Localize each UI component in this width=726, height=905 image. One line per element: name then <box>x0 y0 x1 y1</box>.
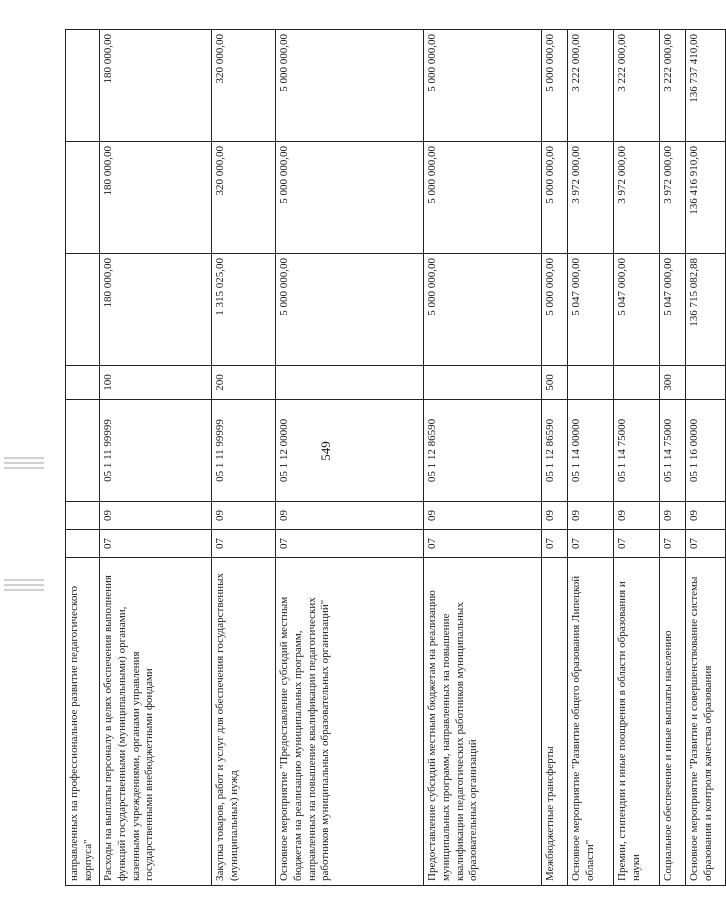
table-body <box>66 30 726 886</box>
amount-year-3: 5 000 000,00 <box>276 30 424 142</box>
expense-type-code: 200 <box>212 366 276 400</box>
subsection-code <box>66 502 100 530</box>
table-row <box>568 30 614 886</box>
amount-year-2: 5 000 000,00 <box>542 142 568 254</box>
table-row <box>424 30 542 886</box>
subsection-code: 09 <box>660 502 686 530</box>
amount-year-1: 5 000 000,00 <box>542 254 568 366</box>
section-code: 07 <box>542 530 568 558</box>
amount-year-1: 5 000 000,00 <box>424 254 542 366</box>
table-row <box>660 30 686 886</box>
item-description: Социальное обеспечение и иные выплаты населению <box>660 558 686 886</box>
item-description: Основное мероприятие "Предоставление субсидий местным бюджетам на реализацию муниципальных программ, направленных на повышение квалификации педагогических работников муниципальных образовательных организаций" <box>276 558 424 886</box>
expense-type-code <box>66 366 100 400</box>
expense-type-code <box>614 366 660 400</box>
section-code: 07 <box>100 530 212 558</box>
budget-table-area <box>65 30 714 886</box>
section-code: 07 <box>276 530 424 558</box>
amount-year-1: 1 315 025,00 <box>212 254 276 366</box>
amount-year-2: 3 972 000,00 <box>568 142 614 254</box>
amount-year-2: 136 416 910,00 <box>686 142 726 254</box>
amount-year-1 <box>66 254 100 366</box>
amount-year-2: 180 000,00 <box>100 142 212 254</box>
subsection-code: 09 <box>424 502 542 530</box>
item-description: Премии, стипендии и иные поощрения в области образования и науки <box>614 558 660 886</box>
target-article-code: 05 1 11 99999 <box>100 400 212 502</box>
target-article-code: 05 1 12 00000 <box>276 400 424 502</box>
amount-year-3 <box>66 30 100 142</box>
amount-year-1: 5 047 000,00 <box>614 254 660 366</box>
amount-year-2 <box>66 142 100 254</box>
target-article-code: 05 1 12 86590 <box>424 400 542 502</box>
target-article-code: 05 1 16 00000 <box>686 400 726 502</box>
amount-year-3: 136 737 410,00 <box>686 30 726 142</box>
table-row <box>614 30 660 886</box>
target-article-code: 05 1 12 86590 <box>542 400 568 502</box>
margin-stamp-mark <box>4 454 44 478</box>
expense-type-code: 500 <box>542 366 568 400</box>
target-article-code: 05 1 11 99999 <box>212 400 276 502</box>
subsection-code: 09 <box>542 502 568 530</box>
amount-year-1: 180 000,00 <box>100 254 212 366</box>
table-row <box>276 30 424 886</box>
subsection-code: 09 <box>212 502 276 530</box>
amount-year-2: 5 000 000,00 <box>276 142 424 254</box>
target-article-code: 05 1 14 75000 <box>614 400 660 502</box>
subsection-code: 09 <box>100 502 212 530</box>
page-number: 549 <box>317 441 333 461</box>
item-description: Основное мероприятие "Развитие общего образования Липецкой области" <box>568 558 614 886</box>
amount-year-1: 5 047 000,00 <box>568 254 614 366</box>
section-code: 07 <box>568 530 614 558</box>
expense-type-code <box>686 366 726 400</box>
section-code: 07 <box>424 530 542 558</box>
expense-type-code <box>568 366 614 400</box>
target-article-code: 05 1 14 75000 <box>660 400 686 502</box>
amount-year-3: 180 000,00 <box>100 30 212 142</box>
amount-year-2: 3 972 000,00 <box>614 142 660 254</box>
table-row <box>100 30 212 886</box>
amount-year-2: 5 000 000,00 <box>424 142 542 254</box>
expense-type-code <box>276 366 424 400</box>
item-description: Расходы на выплаты персоналу в целях обеспечения выполнения функций государственными (муниципальными) органами, казенными учреждениями, органами управления государственными внебюджетными фондами <box>100 558 212 886</box>
table-row <box>542 30 568 886</box>
amount-year-3: 3 222 000,00 <box>614 30 660 142</box>
subsection-code: 09 <box>568 502 614 530</box>
expense-type-code <box>424 366 542 400</box>
table-row <box>66 30 100 886</box>
amount-year-1: 136 715 082,88 <box>686 254 726 366</box>
item-description: Закупка товаров, работ и услуг для обеспечения государственных (муниципальных) нужд <box>212 558 276 886</box>
section-code <box>66 530 100 558</box>
target-article-code: 05 1 14 00000 <box>568 400 614 502</box>
subsection-code: 09 <box>276 502 424 530</box>
amount-year-3: 3 222 000,00 <box>568 30 614 142</box>
amount-year-1: 5 000 000,00 <box>276 254 424 366</box>
amount-year-3: 3 222 000,00 <box>660 30 686 142</box>
item-description: Основное мероприятие "Развитие и совершенствование системы образования и контроля качества образования <box>686 558 726 886</box>
target-article-code <box>66 400 100 502</box>
section-code: 07 <box>212 530 276 558</box>
expense-type-code: 300 <box>660 366 686 400</box>
item-description: Предоставление субсидий местным бюджетам на реализацию муниципальных программ, направленных на повышение квалификации педагогических работников муниципальных образовательных организаций <box>424 558 542 886</box>
item-description: Межбюджетные трансферты <box>542 558 568 886</box>
section-code: 07 <box>686 530 726 558</box>
section-code: 07 <box>660 530 686 558</box>
amount-year-3: 5 000 000,00 <box>424 30 542 142</box>
subsection-code: 09 <box>614 502 660 530</box>
amount-year-1: 5 047 000,00 <box>660 254 686 366</box>
margin-stamp-mark <box>4 576 44 600</box>
expense-type-code: 100 <box>100 366 212 400</box>
amount-year-3: 5 000 000,00 <box>542 30 568 142</box>
table-row <box>212 30 276 886</box>
subsection-code: 09 <box>686 502 726 530</box>
table-row <box>686 30 726 886</box>
budget-table <box>65 29 726 886</box>
amount-year-3: 320 000,00 <box>212 30 276 142</box>
item-description: направленных на профессиональное развитие педагогического корпуса" <box>66 558 100 886</box>
amount-year-2: 320 000,00 <box>212 142 276 254</box>
amount-year-2: 3 972 000,00 <box>660 142 686 254</box>
section-code: 07 <box>614 530 660 558</box>
